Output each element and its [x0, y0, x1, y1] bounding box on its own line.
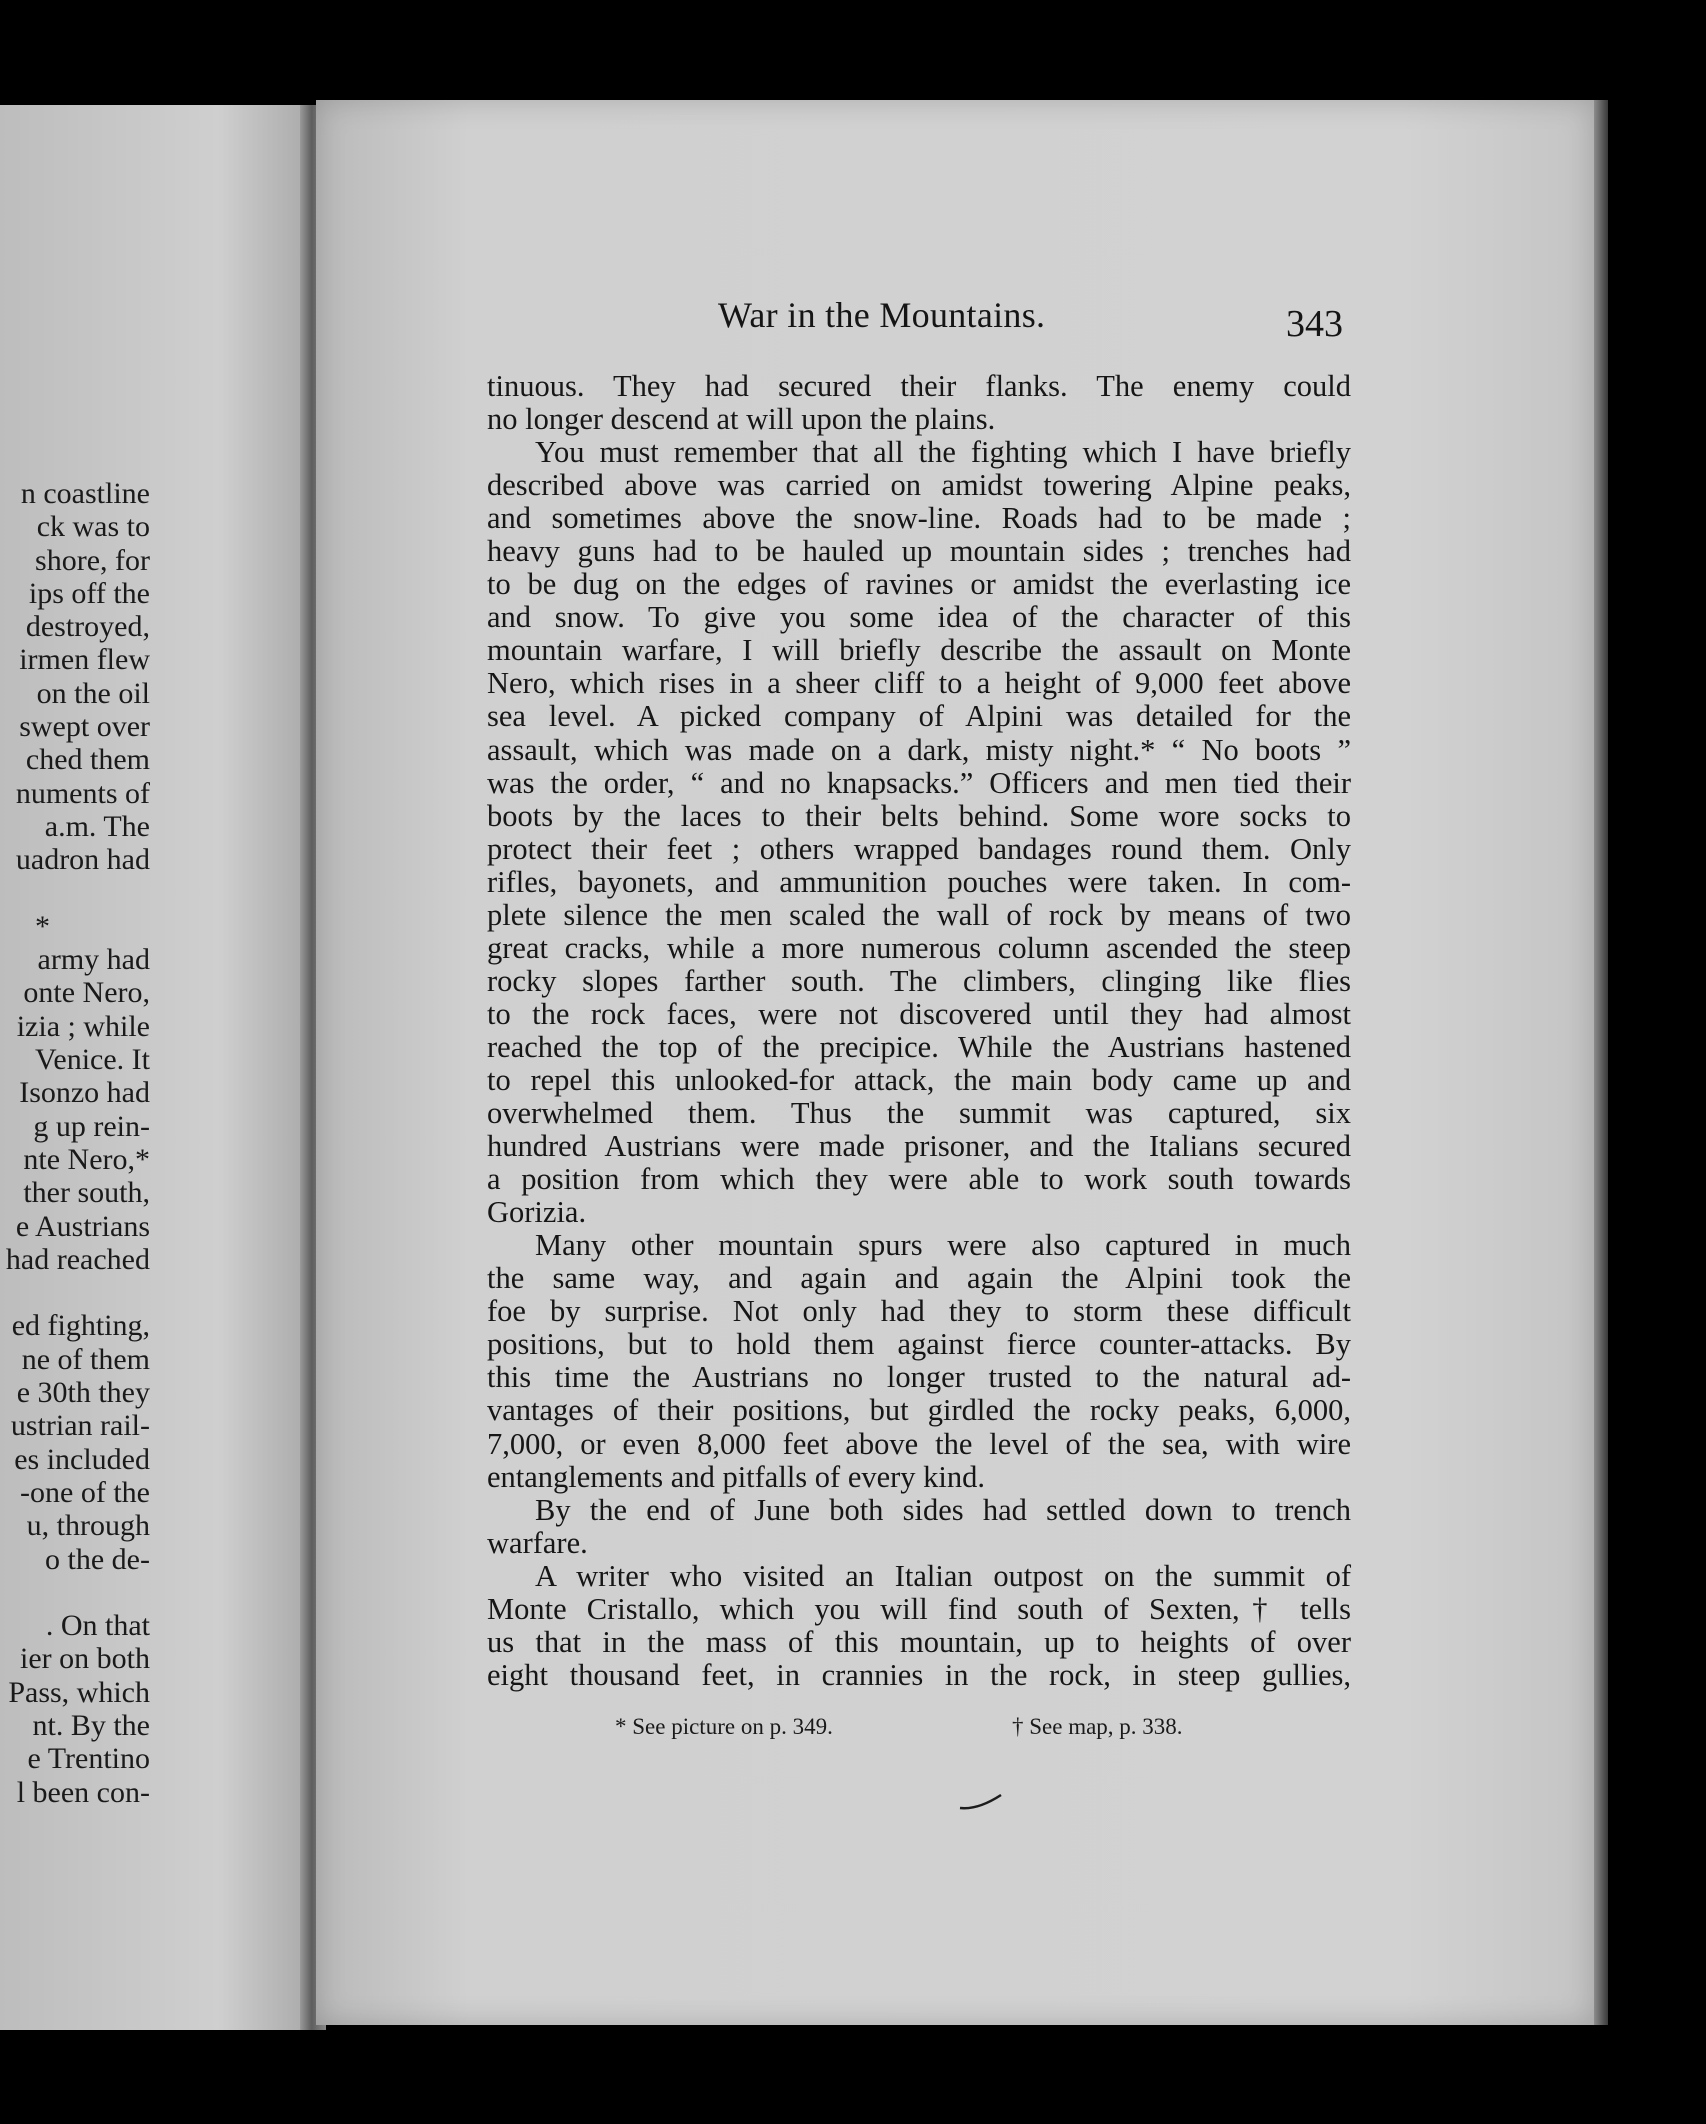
left-line: irmen flew [19, 643, 150, 677]
left-line: nte Nero,* [23, 1142, 150, 1176]
left-line: ed fighting, [11, 1309, 150, 1343]
text-line: was the order, “ and no knapsacks.” Officers and men tied their [487, 765, 1351, 800]
text-line: Many other mountain spurs were also captured in much [535, 1228, 1351, 1263]
text-line: and sometimes above the snow-line. Roads had to be made ; [487, 501, 1351, 536]
footnote-map-reference: † See map, p. 338. [1012, 1714, 1183, 1739]
text-line: overwhelmed them. Thus the summit was captured, six [487, 1096, 1351, 1131]
left-line: * [35, 909, 50, 943]
left-line: ier on both [20, 1642, 150, 1676]
left-line: Isonzo had [19, 1076, 150, 1110]
left-line: Pass, which [8, 1675, 150, 1709]
text-line: and snow. To give you some idea of the character of this [487, 600, 1351, 635]
text-line: entanglements and pitfalls of every kind. [487, 1459, 986, 1494]
left-line: uadron had [15, 843, 150, 877]
left-line: e 30th they [16, 1376, 150, 1410]
left-line: n coastline [20, 477, 150, 510]
text-line: Gorizia. [487, 1195, 587, 1230]
left-line: army had [37, 943, 150, 977]
text-line: to be dug on the edges of ravines or amidst the everlasting ice [487, 567, 1351, 602]
left-line: o the de- [45, 1542, 150, 1576]
text-line: protect their feet ; others wrapped bandages round them. Only [487, 831, 1351, 866]
text-line: plete silence the men scaled the wall of rock by means of two [487, 897, 1351, 932]
text-line: vantages of their positions, but girdled the rocky peaks, 6,000, [487, 1393, 1351, 1428]
left-line: l been con- [16, 1775, 150, 1809]
text-line: positions, but to hold them against fierce counter-attacks. By [487, 1327, 1351, 1362]
left-line: ched them [25, 743, 150, 777]
text-line: assault, which was made on a dark, misty night.* “ No boots ” [487, 732, 1351, 767]
left-page [0, 105, 312, 2030]
text-line: By the end of June both sides had settled down to trench [535, 1492, 1351, 1527]
left-page-text [0, 477, 150, 1809]
text-line: to repel this unlooked-for attack, the main body came up and [487, 1062, 1351, 1097]
text-line: hundred Austrians were made prisoner, and the Italians secured [487, 1129, 1351, 1164]
left-line: a.m. The [44, 809, 150, 843]
top-black-margin [0, 0, 1706, 100]
left-line: izia ; while [16, 1009, 150, 1043]
text-line: reached the top of the precipice. While the Austrians hastened [487, 1029, 1351, 1064]
left-line: ck was to [36, 510, 150, 544]
text-line: warfare. [487, 1525, 588, 1560]
page-edge-shadow [1594, 100, 1608, 2025]
left-line: ther south, [23, 1176, 150, 1210]
text-line: a position from which they were able to work south towards [487, 1162, 1351, 1197]
left-line: es included [14, 1442, 150, 1476]
text-line: this time the Austrians no longer trusted to the natural ad- [487, 1360, 1351, 1395]
text-line: mountain warfare, I will briefly describe the assault on Monte [487, 633, 1351, 668]
text-line: boots by the laces to their belts behind. Some wore socks to [487, 798, 1351, 833]
text-line: A writer who visited an Italian outpost on the summit of [535, 1558, 1351, 1593]
left-line [0, 1576, 150, 1609]
text-line: heavy guns had to be hauled up mountain sides ; trenches had [487, 534, 1351, 569]
left-line [0, 1276, 150, 1309]
text-line: Nero, which rises in a sheer cliff to a height of 9,000 feet above [487, 666, 1351, 701]
text-line: eight thousand feet, in crannies in the rock, in steep gullies, [487, 1657, 1351, 1692]
left-line: e Austrians [15, 1209, 150, 1243]
text-line: Monte Cristallo, which you will find south of Sexten,† tells [487, 1591, 1351, 1626]
left-line: ustrian rail- [10, 1409, 150, 1443]
text-line: You must remember that all the fighting which I have briefly [535, 435, 1351, 470]
text-line: rocky slopes farther south. The climbers, clinging like flies [487, 963, 1351, 998]
page-number: 343 [1286, 303, 1343, 345]
text-line: to the rock faces, were not discovered until they had almost [487, 996, 1351, 1031]
left-line: shore, for [35, 543, 150, 577]
text-line: described above was carried on amidst towering Alpine peaks, [487, 468, 1351, 503]
pen-mark [958, 1792, 1003, 1812]
left-line: on the oil [36, 676, 150, 710]
body-text [487, 370, 1351, 1692]
left-line: destroyed, [25, 610, 150, 644]
left-line: nt. By the [32, 1708, 150, 1742]
left-line: -one of the [20, 1475, 150, 1509]
left-line [0, 877, 150, 910]
text-line: no longer descend at will upon the plains. [487, 402, 996, 437]
text-line: great cracks, while a more numerous column ascended the steep [487, 930, 1351, 965]
left-line: had reached [5, 1242, 150, 1276]
left-line: e Trentino [27, 1742, 150, 1776]
text-line: the same way, and again and again the Alpini took the [487, 1261, 1351, 1296]
left-line: Venice. It [35, 1043, 150, 1077]
text-line: tinuous. They had secured their flanks. The enemy could [487, 369, 1351, 403]
footnote-picture-reference: * See picture on p. 349. [615, 1714, 833, 1739]
left-line: . On that [45, 1609, 150, 1643]
text-line: 7,000, or even 8,000 feet above the level of the sea, with wire [487, 1426, 1351, 1461]
running-head: War in the Mountains. [718, 295, 1046, 335]
left-line: swept over [19, 710, 150, 744]
text-line: sea level. A picked company of Alpini was detailed for the [487, 699, 1351, 734]
text-line: rifles, bayonets, and ammunition pouches were taken. In com- [487, 864, 1351, 899]
left-line: onte Nero, [23, 976, 150, 1010]
text-line: foe by surprise. Not only had they to storm these difficult [487, 1294, 1351, 1329]
left-line: ips off the [28, 576, 150, 610]
left-line: ne of them [21, 1342, 150, 1376]
left-line: u, through [26, 1509, 150, 1543]
left-line: g up rein- [33, 1109, 150, 1143]
left-line: numents of [15, 776, 150, 810]
text-line: us that in the mass of this mountain, up to heights of over [487, 1624, 1351, 1659]
